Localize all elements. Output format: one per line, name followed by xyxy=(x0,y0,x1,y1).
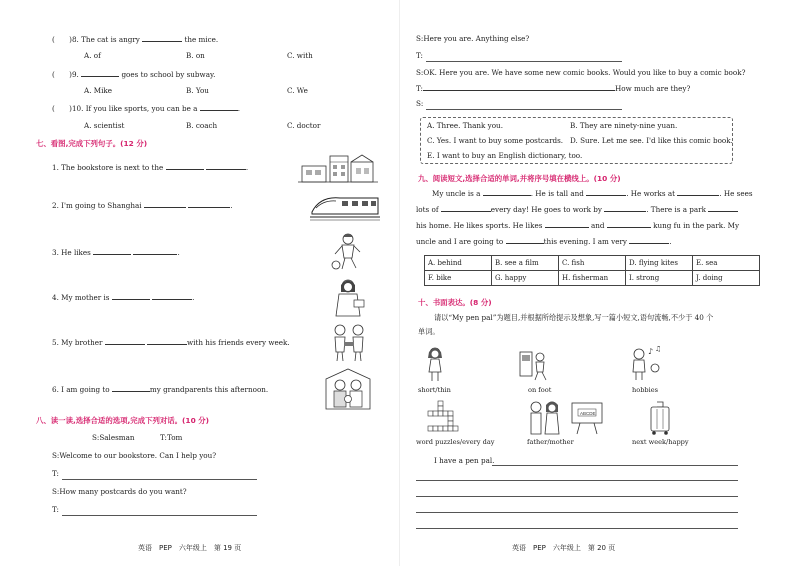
caption-father-mother: father/mother xyxy=(527,438,574,446)
option-c: C. Yes. I want to buy some postcards. xyxy=(427,136,564,145)
dialogue-line: T: xyxy=(52,505,59,514)
walking-picture xyxy=(518,348,550,382)
sentence-6: 6. I am going to my grandparents this afternoon. xyxy=(52,385,269,394)
answer-line[interactable] xyxy=(62,479,257,480)
writing-line[interactable] xyxy=(416,496,738,497)
option-b: B. They are ninety-nine yuan. xyxy=(570,121,678,130)
option-d: D. Sure. Let me see. I'd like this comic book. xyxy=(570,136,733,145)
writing-line[interactable] xyxy=(492,465,738,466)
word-cell: E. sea xyxy=(693,256,760,271)
sentence-2: 2. I'm going to Shanghai . xyxy=(52,201,233,210)
suitcase-picture xyxy=(648,400,672,436)
board-picture xyxy=(570,400,604,436)
answer-line[interactable] xyxy=(426,61,622,62)
word-cell: H. fisherman xyxy=(559,271,626,286)
sentence-4: 4. My mother is . xyxy=(52,293,195,302)
option: B. coach xyxy=(186,121,218,130)
section-8-title: 八、读一读,选择合适的选项,完成下列对话。(10 分) xyxy=(36,416,210,425)
option: B. on xyxy=(186,51,205,60)
svg-text:♫: ♫ xyxy=(655,346,662,353)
answer-line[interactable] xyxy=(62,515,257,516)
q9: ( )9. goes to school by subway. xyxy=(52,70,216,79)
word-cell: G. happy xyxy=(492,271,559,286)
dialogue-line: T: xyxy=(416,51,423,60)
boy-with-ball-picture xyxy=(330,232,366,272)
answer-line[interactable] xyxy=(426,109,622,110)
word-cell: A. behind xyxy=(425,256,492,271)
grandparents-picture xyxy=(322,367,374,411)
q8: ( )8. The cat is angry the mice. xyxy=(52,35,219,44)
option: A. Mike xyxy=(84,86,113,95)
writing-prompt: 请以“My pen pal”为题目,并根据所给提示及想象,写一篇小短文,语句流畅,不少于 40 个 xyxy=(434,313,714,322)
page-footer: 英语 PEP 六年级上 第 19 页 xyxy=(138,544,242,552)
parents-picture xyxy=(524,400,564,436)
dialogue-line: S:Welcome to our bookstore. Can I help you? xyxy=(52,451,217,460)
option: A. of xyxy=(84,51,101,60)
option: B. You xyxy=(186,86,209,95)
role-tom: T:Tom xyxy=(160,433,183,442)
brother-picture xyxy=(326,322,372,362)
word-cell: I. strong xyxy=(626,271,693,286)
word-cell: J. doing xyxy=(693,271,760,286)
dialogue-line: T: How much are they? xyxy=(416,84,691,93)
svg-text:ABCDE: ABCDE xyxy=(580,411,596,416)
caption-next-week-happy: next week/happy xyxy=(632,438,689,446)
passage-line-2: lots of every day! He goes to work by . There is a park xyxy=(416,205,738,215)
passage-line-4: uncle and I are going to this evening. I am very . xyxy=(416,237,672,246)
writing-line[interactable] xyxy=(416,528,738,529)
option-e: E. I want to buy an English dictionary, too. xyxy=(427,151,583,160)
writing-prompt-cont: 单词。 xyxy=(418,327,440,336)
q10: ( )10. If you like sports, you can be a . xyxy=(52,104,241,113)
girl-picture xyxy=(422,346,448,382)
word-cell: F. bike xyxy=(425,271,492,286)
caption-word-puzzles: word puzzles/every day xyxy=(416,438,495,446)
caption-hobbies: hobbies xyxy=(632,386,659,394)
word-cell: B. see a film xyxy=(492,256,559,271)
dialogue-line: T: xyxy=(52,469,59,478)
caption-on-foot: on foot xyxy=(528,386,552,394)
hobbies-picture xyxy=(628,346,664,382)
dialogue-line: S:Here you are. Anything else? xyxy=(416,34,530,43)
dialogue-line: S:OK. Here you are. We have some new comic books. Would you like to buy a comic book? xyxy=(416,68,746,77)
role-salesman: S:Salesman xyxy=(92,433,135,442)
sentence-1: 1. The bookstore is next to the . xyxy=(52,163,249,172)
passage-line-1: My uncle is a . He is tall and . He works at . He sees xyxy=(432,189,753,198)
page-footer: 英语 PEP 六年级上 第 20 页 xyxy=(512,544,616,552)
word-bank-table xyxy=(424,255,760,286)
writing-start: I have a pen pal. xyxy=(434,456,495,465)
dialogue-line: S:How many postcards do you want? xyxy=(52,487,187,496)
bookstore-picture xyxy=(298,152,378,184)
option: A. scientist xyxy=(84,121,125,130)
svg-text:♪: ♪ xyxy=(648,347,654,356)
mother-picture xyxy=(328,278,368,318)
option: C. We xyxy=(287,86,308,95)
word-cell: C. fish xyxy=(559,256,626,271)
option: C. doctor xyxy=(287,121,321,130)
caption-short-thin: short/thin xyxy=(418,386,451,394)
section-7-title: 七、看图,完成下列句子。(12 分) xyxy=(36,139,148,148)
section-9-title: 九、阅读短文,选择合适的单词,并将序号填在横线上。(10 分) xyxy=(418,174,621,183)
word-cell: D. flying kites xyxy=(626,256,693,271)
crossword-picture xyxy=(424,400,462,436)
writing-line[interactable] xyxy=(416,512,738,513)
writing-line[interactable] xyxy=(416,480,738,481)
passage-line-3: his home. He likes sports. He likes and kung fu in the park. My xyxy=(416,221,740,230)
dialogue-line: S: xyxy=(416,99,424,108)
option: C. with xyxy=(287,51,313,60)
option-a: A. Three. Thank you. xyxy=(427,121,503,130)
section-10-title: 十、书面表达。(8 分) xyxy=(418,298,492,307)
train-picture xyxy=(310,190,380,222)
sentence-5: 5. My brother with his friends every week. xyxy=(52,338,290,347)
sentence-3: 3. He likes . xyxy=(52,248,180,257)
